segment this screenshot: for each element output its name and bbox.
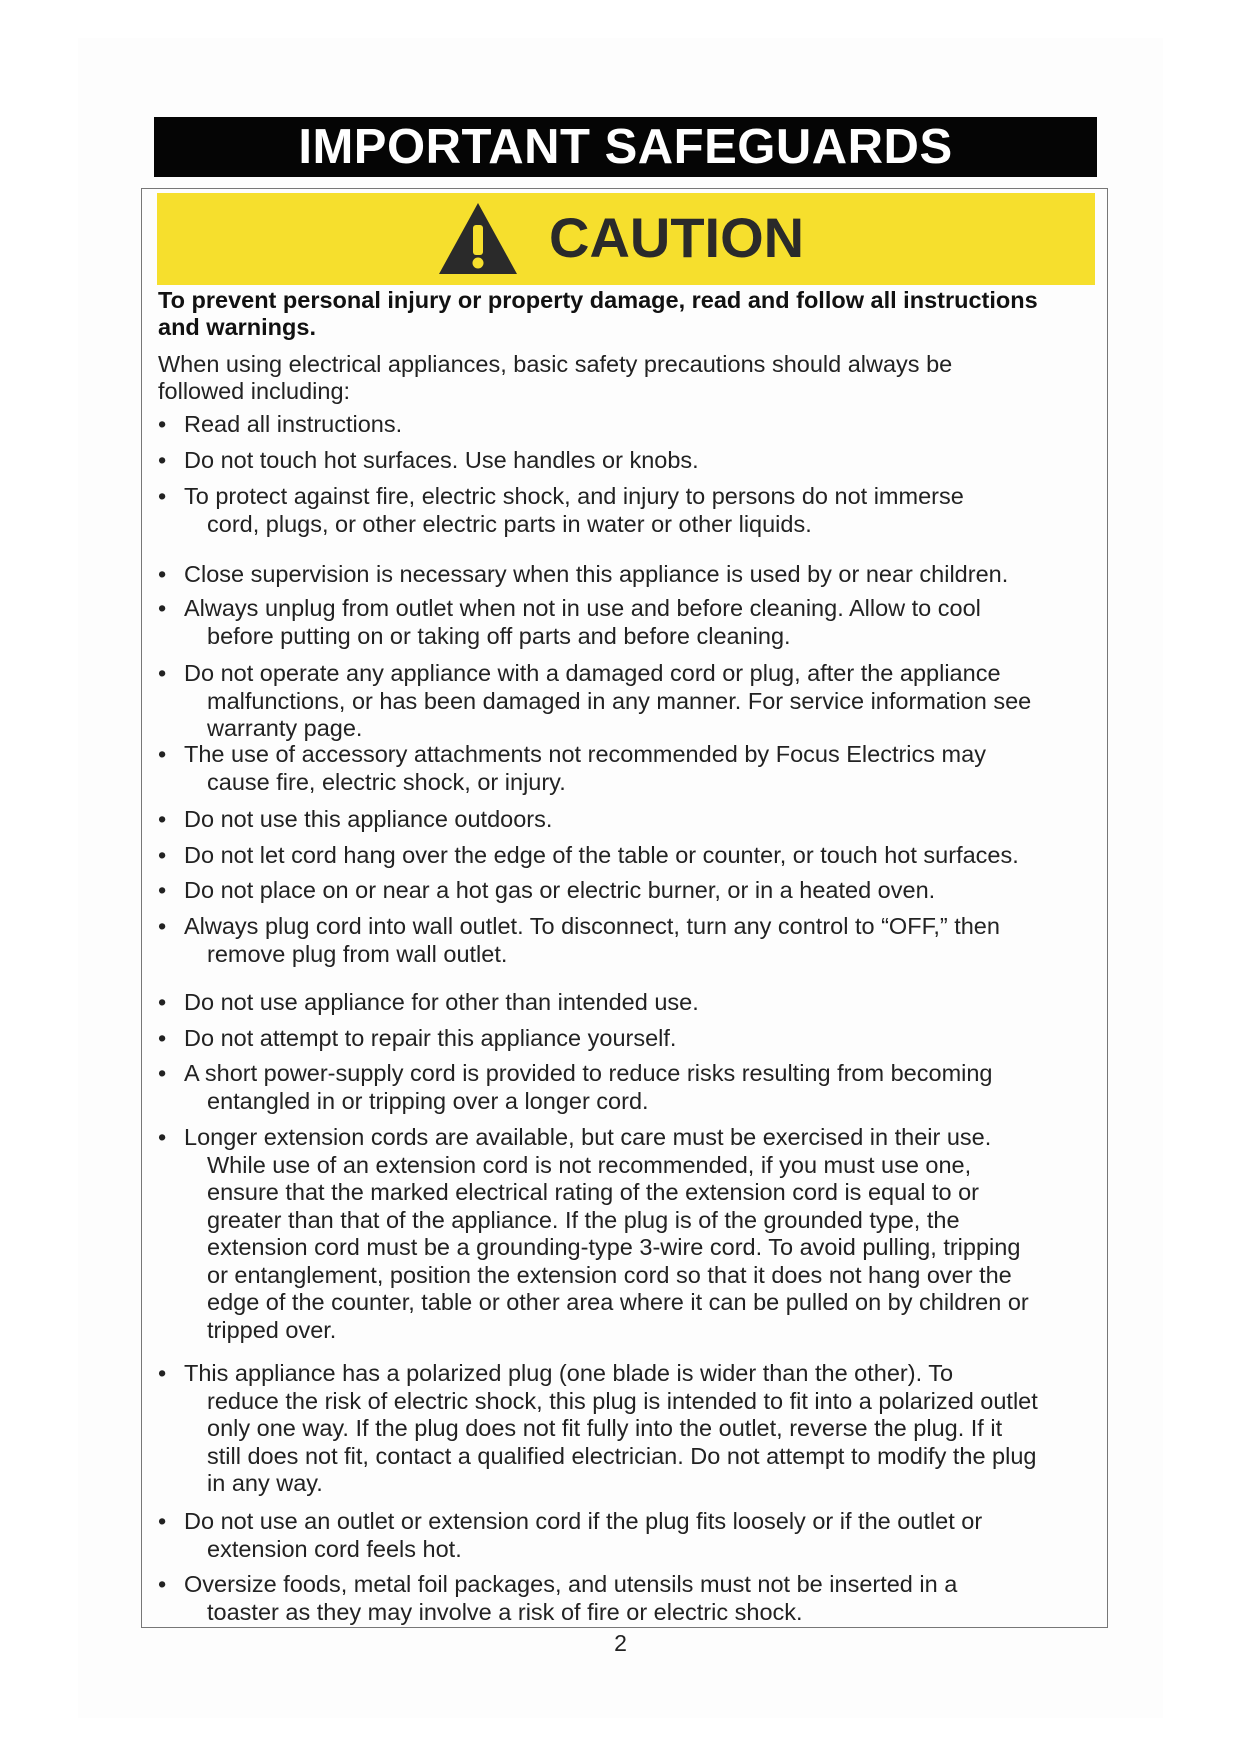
warning-triangle-icon bbox=[437, 201, 519, 276]
bullet-dot-icon: • bbox=[158, 1508, 167, 1534]
list-item-line: Do not operate any appliance with a damaged cord or plug, after the appliance bbox=[184, 660, 1001, 686]
caution-label: CAUTION bbox=[549, 206, 805, 269]
list-item-line: toaster as they may involve a risk of fire or electric shock. bbox=[207, 1598, 803, 1625]
caution-banner bbox=[157, 193, 1095, 285]
list-item-line: Do not touch hot surfaces. Use handles or knobs. bbox=[184, 447, 699, 473]
list-item-line: greater than that of the appliance. If the plug is of the grounded type, the bbox=[207, 1206, 960, 1233]
list-item-text bbox=[184, 913, 1084, 968]
bullet-dot-icon: • bbox=[158, 806, 167, 832]
list-item-text bbox=[184, 660, 1084, 743]
warning-heading-line: To prevent personal injury or property damage, read and follow all instructions bbox=[158, 287, 1038, 313]
list-item-line: Read all instructions. bbox=[184, 411, 403, 437]
bullet-dot-icon: • bbox=[158, 561, 167, 587]
list-item-line: Do not let cord hang over the edge of the table or counter, or touch hot surfaces. bbox=[184, 842, 1019, 868]
list-item-text bbox=[184, 1360, 1084, 1498]
list-item-text bbox=[184, 741, 1084, 796]
list-item-text bbox=[184, 842, 1084, 870]
warning-heading-line: and warnings. bbox=[158, 314, 316, 340]
bullet-dot-icon: • bbox=[158, 913, 167, 939]
list-item-line: in any way. bbox=[207, 1470, 323, 1496]
list-item-line: still does not fit, contact a qualified electrician. Do not attempt to modify the plug bbox=[207, 1442, 1037, 1469]
bullet-dot-icon: • bbox=[158, 842, 167, 868]
list-item-text bbox=[184, 1508, 1084, 1563]
list-item-text bbox=[184, 561, 1084, 589]
list-item-text bbox=[184, 1124, 1084, 1344]
bullet-dot-icon: • bbox=[158, 1360, 167, 1386]
list-item-text bbox=[184, 483, 1084, 538]
list-item-line: edge of the counter, table or other area where it can be pulled on by children or bbox=[207, 1289, 1029, 1315]
list-item-line: Always plug cord into wall outlet. To disconnect, turn any control to “OFF,” then bbox=[184, 913, 1000, 939]
bullet-dot-icon: • bbox=[158, 1025, 167, 1051]
list-item-line: This appliance has a polarized plug (one blade is wider than the other). To bbox=[184, 1360, 954, 1386]
list-item-line: or entanglement, position the extension cord so that it does not hang over the bbox=[207, 1261, 1012, 1288]
list-item-line: Do not attempt to repair this appliance yourself. bbox=[184, 1025, 677, 1051]
list-item-line: cord, plugs, or other electric parts in water or other liquids. bbox=[207, 510, 812, 537]
bullet-dot-icon: • bbox=[158, 1060, 167, 1086]
list-item-text bbox=[184, 411, 1084, 439]
list-item-line: Do not place on or near a hot gas or electric burner, or in a heated oven. bbox=[184, 877, 936, 903]
list-item-line: extension cord feels hot. bbox=[207, 1535, 462, 1562]
list-item-line: Always unplug from outlet when not in use and before cleaning. Allow to cool bbox=[184, 595, 981, 621]
intro-paragraph bbox=[158, 351, 1093, 405]
list-item-text bbox=[184, 1060, 1084, 1115]
warning-heading bbox=[158, 287, 1093, 341]
list-item-line: The use of accessory attachments not recommended by Focus Electrics may bbox=[184, 741, 986, 767]
list-item-line: reduce the risk of electric shock, this plug is intended to fit into a polarized outlet bbox=[207, 1387, 1038, 1414]
bullet-dot-icon: • bbox=[158, 741, 167, 767]
list-item-line: tripped over. bbox=[207, 1316, 337, 1343]
list-item-line: Do not use an outlet or extension cord if the plug fits loosely or if the outlet or bbox=[184, 1508, 983, 1534]
list-item-text bbox=[184, 1571, 1084, 1626]
list-item-line: remove plug from wall outlet. bbox=[207, 940, 508, 967]
bullet-dot-icon: • bbox=[158, 660, 167, 686]
list-item-text bbox=[184, 447, 1084, 475]
list-item-line: before putting on or taking off parts and before cleaning. bbox=[207, 622, 791, 649]
list-item-text bbox=[184, 989, 1084, 1017]
list-item-line: warranty page. bbox=[207, 715, 363, 741]
intro-line: followed including: bbox=[158, 378, 351, 404]
bullet-dot-icon: • bbox=[158, 1571, 167, 1597]
bullet-dot-icon: • bbox=[158, 595, 167, 621]
intro-line: When using electrical appliances, basic safety precautions should always be bbox=[158, 351, 953, 377]
list-item-text bbox=[184, 877, 1084, 905]
page-number: 2 bbox=[614, 1630, 627, 1656]
list-item-line: cause fire, electric shock, or injury. bbox=[207, 768, 566, 795]
list-item-line: Oversize foods, metal foil packages, and utensils must not be inserted in a bbox=[184, 1571, 958, 1597]
bullet-dot-icon: • bbox=[158, 989, 167, 1015]
bullet-dot-icon: • bbox=[158, 447, 167, 473]
list-item-line: entangled in or tripping over a longer cord. bbox=[207, 1087, 649, 1114]
list-item-line: Do not use appliance for other than intended use. bbox=[184, 989, 699, 1015]
list-item-text bbox=[184, 806, 1084, 834]
page-title: IMPORTANT SAFEGUARDS bbox=[154, 117, 1097, 177]
list-item-line: A short power-supply cord is provided to reduce risks resulting from becoming bbox=[184, 1060, 993, 1086]
list-item-line: only one way. If the plug does not fit fully into the outlet, reverse the plug. If it bbox=[207, 1415, 1003, 1441]
list-item-text bbox=[184, 1025, 1084, 1053]
list-item-line: While use of an extension cord is not recommended, if you must use one, bbox=[207, 1151, 972, 1178]
list-item-line: ensure that the marked electrical rating of the extension cord is equal to or bbox=[207, 1179, 980, 1205]
list-item-line: extension cord must be a grounding-type 3-wire cord. To avoid pulling, tripping bbox=[207, 1234, 1021, 1260]
list-item-line: Longer extension cords are available, but care must be exercised in their use. bbox=[184, 1124, 992, 1150]
list-item-text bbox=[184, 595, 1084, 650]
list-item-line: malfunctions, or has been damaged in any manner. For service information see bbox=[207, 687, 1032, 714]
list-item-line: To protect against fire, electric shock, and injury to persons do not immerse bbox=[184, 483, 964, 509]
list-item-line: Do not use this appliance outdoors. bbox=[184, 806, 553, 832]
bullet-dot-icon: • bbox=[158, 411, 167, 437]
bullet-dot-icon: • bbox=[158, 483, 167, 509]
bullet-dot-icon: • bbox=[158, 1124, 167, 1150]
bullet-dot-icon: • bbox=[158, 877, 167, 903]
list-item-line: Close supervision is necessary when this appliance is used by or near children. bbox=[184, 561, 1009, 587]
